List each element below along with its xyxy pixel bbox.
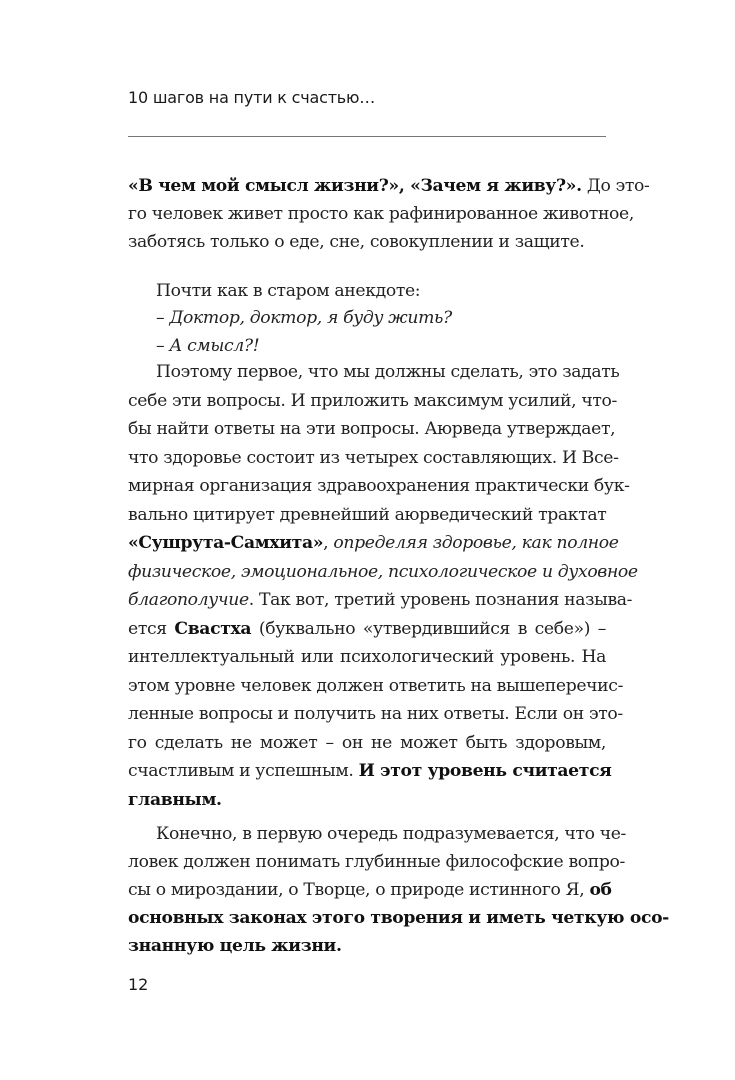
text-line (128, 907, 669, 929)
text-segment: Почти как в старом анекдоте: (156, 281, 421, 301)
text-line (128, 675, 624, 697)
text-line (156, 280, 420, 302)
text-segment: Поэтому первое, что мы должны сделать, это задать (156, 362, 620, 382)
text-line (128, 646, 606, 668)
text-line (128, 532, 619, 554)
text-line (128, 760, 612, 782)
text-line (128, 823, 627, 845)
text-line (128, 618, 606, 640)
text-segment: – (156, 308, 170, 328)
page-number: 12 (128, 975, 149, 994)
text-segment: мирная организация здравоохранения практически бук- (128, 476, 630, 496)
text-segment: ловек должен понимать глубинные философские вопро- (128, 852, 625, 872)
running-head: 10 шагов на пути к счастью… (128, 88, 376, 107)
text-line (128, 789, 606, 811)
italic-text: физическое, эмоциональное, психологическое и духовное (128, 562, 638, 582)
bold-text: Свастха (174, 619, 252, 639)
text-line (128, 231, 606, 253)
text-segment: интеллектуальный или психологический уровень. На (128, 647, 606, 667)
text-segment: – (156, 336, 170, 356)
text-line (128, 390, 618, 412)
italic-text: Доктор, доктор, я буду жить? (169, 308, 452, 328)
text-segment: что здоровье состоит из четырех составляющих. И Все- (128, 448, 619, 468)
text-segment: го человек живет просто как рафинированное животное, (128, 204, 634, 224)
text-line (128, 732, 606, 754)
text-segment: . Так вот, третий уровень познания называ- (248, 590, 633, 610)
text-segment: (буквально «утвердившийся в себе») – (251, 619, 606, 639)
text-segment: го сделать не может – он не может быть здоровым, (128, 733, 606, 753)
text-line (128, 447, 619, 469)
text-line (128, 589, 633, 611)
text-segment: ется (128, 619, 175, 639)
text-line (128, 935, 606, 957)
text-segment: До это- (581, 176, 650, 196)
italic-text: определяя здоровье, как полное (333, 533, 619, 553)
text-line (128, 561, 638, 583)
italic-text: А смысл?! (169, 336, 260, 356)
bold-text: знанную цель жизни. (128, 936, 342, 956)
bold-text: основных законах этого творения и иметь четкую осо- (128, 908, 669, 928)
header-rule (128, 136, 606, 137)
text-line (128, 418, 616, 440)
text-segment: заботясь только о еде, сне, совокуплении и защите. (128, 232, 585, 252)
text-segment: вально цитирует древнейший аюрведический трактат (128, 505, 607, 525)
italic-text: благополучие (128, 590, 249, 610)
text-line (128, 203, 634, 225)
bold-text: главным. (128, 790, 222, 810)
text-line (128, 175, 650, 197)
text-segment: себе эти вопросы. И приложить максимум усилий, что- (128, 391, 618, 411)
text-line (156, 307, 452, 329)
text-segment: счастливым и успешным. (128, 761, 359, 781)
text-line (128, 361, 620, 383)
text-segment: ленные вопросы и получить на них ответы. Если он это- (128, 704, 623, 724)
text-segment: этом уровне человек должен ответить на вышеперечис- (128, 676, 624, 696)
text-line (128, 504, 606, 526)
text-segment: бы найти ответы на эти вопросы. Аюрведа утверждает, (128, 419, 616, 439)
text-line (128, 851, 625, 873)
bold-text: «Сушрута-Самхита» (128, 533, 324, 553)
text-segment: сы о мироздании, о Творце, о природе истинного Я, (128, 880, 590, 900)
text-line (128, 475, 630, 497)
bold-text: «В чем мой смысл жизни?», «Зачем я живу?». (128, 176, 582, 196)
text-segment: Конечно, в первую очередь подразумевается, что че- (156, 824, 627, 844)
text-line (128, 703, 623, 725)
text-line (128, 879, 612, 901)
text-line (156, 335, 259, 357)
bold-text: И этот уровень считается (358, 761, 612, 781)
text-segment: , (323, 533, 334, 553)
bold-text: об (589, 880, 612, 900)
